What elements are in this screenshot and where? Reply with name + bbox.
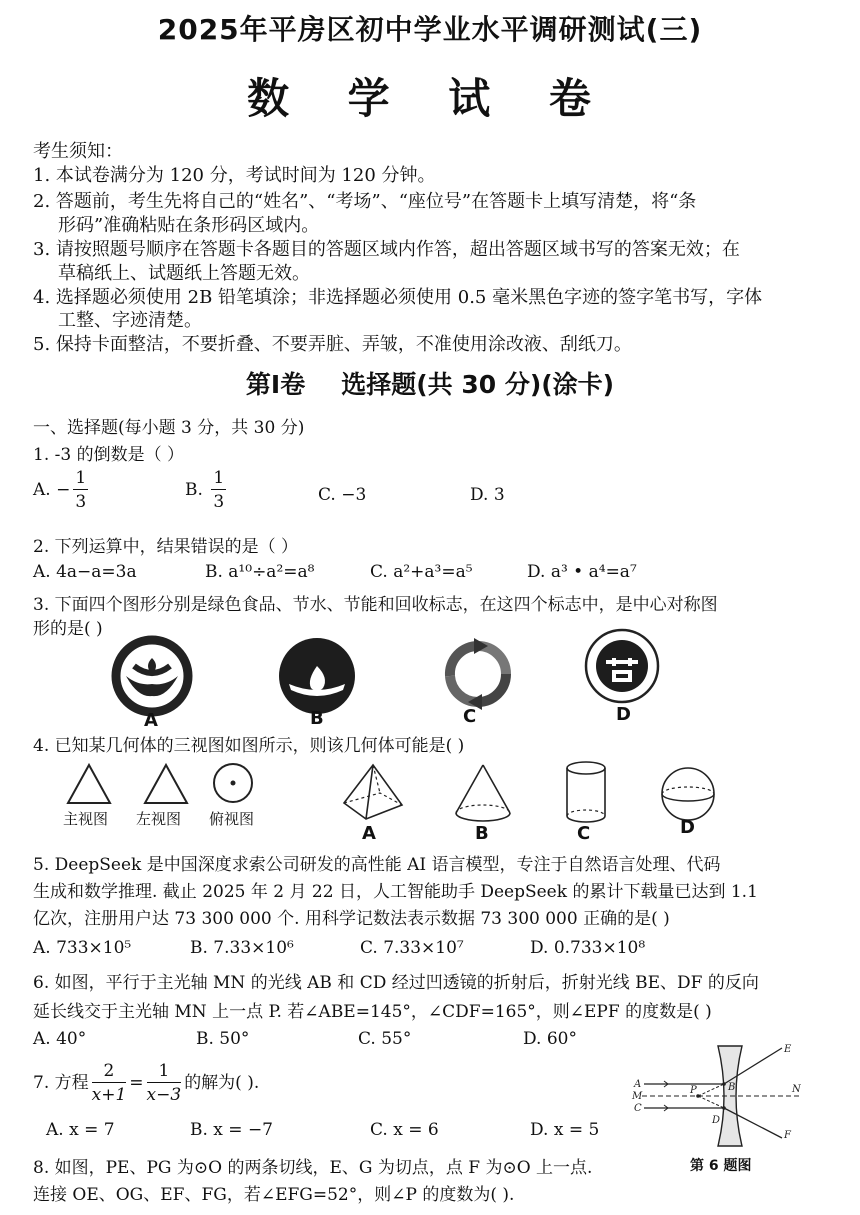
q3-stem: 形的是( ) [33,619,103,639]
q5-option-a: A. 733×10⁵ [33,938,132,958]
green-food-logo-icon [112,636,192,716]
fig6-label-e: E [784,1044,792,1055]
q3-label-c: C [463,706,477,727]
q1-option-a: A. − $\frac{1}{3}$ [33,468,87,512]
q2-option-d: D. a³ • a⁴=a⁷ [527,562,637,582]
fig6-label-n: N [792,1084,801,1095]
q8-stem: 连接 OE、OG、EF、FG，若∠EFG=52°，则∠P 的度数为( ). [33,1185,515,1205]
fig6-label-d: D [712,1115,721,1126]
q3-stem: 3. 下面四个图形分别是绿色食品、节水、节能和回收标志，在这四个标志中，是中心对称图 [33,595,718,615]
q7-stem: 7. 方程 $\frac{2}{x+1}$ = $\frac{1}{x-3}$ 的解为( ). [33,1061,260,1105]
fig6-caption: 第 6 题图 [690,1158,752,1174]
note-line: 5. 保持卡面整洁，不要折叠、不要弄脏、弄皱，不准使用涂改液、刮纸刀。 [33,334,632,355]
q5-option-d: D. 0.733×10⁸ [530,938,646,958]
q6-stem: 延长线交于主光轴 MN 上一点 P. 若∠ABE=145°，∠CDF=165°，则∠EPF 的度数是( ) [33,1002,712,1022]
front-view-triangle-icon [66,763,112,805]
note-line: 3. 请按照题号顺序在答题卡各题目的答题区域内作答，超出答题区域书写的答案无效；在 [33,239,740,260]
side-view-triangle-icon [143,763,189,805]
q7-option-a: A. x = 7 [46,1120,115,1140]
q3-label-a: A [144,710,158,731]
water-saving-logo-icon [277,636,357,716]
fig6-label-m: M [632,1091,643,1102]
notes-heading: 考生须知： [33,141,123,162]
q5-stem: 亿次，注册用户达 73 300 000 个. 用科学记数法表示数据 73 300 000 正确的是( ) [33,909,670,929]
q4-label-a: A [362,823,376,844]
fig6-label-c: C [634,1103,642,1114]
sphere-icon [660,766,716,822]
section-heading [0,365,860,401]
part1-heading: 一、选择题(每小题 3 分，共 30 分) [33,418,305,438]
q5-option-b: B. 7.33×10⁶ [190,938,294,958]
lens-figure [632,1040,802,1148]
q2-option-c: C. a²+a³=a⁵ [370,562,473,582]
note-line: 4. 选择题必须使用 2B 铅笔填涂；非选择题必须使用 0.5 毫米黑色字迹的签字笔书写，字体 [33,287,763,308]
q3-label-d: D [616,704,631,725]
top-view-circle-dot-icon [212,762,254,804]
cylinder-icon [564,760,608,826]
q7-option-d: D. x = 5 [530,1120,600,1140]
recycle-arrows-icon [440,636,516,712]
note-line: 2. 答题前，考生先将自己的“姓名”、“考场”、“座位号”在答题卡上填写清楚，将“条 [33,191,697,212]
note-line: 草稿纸上、试题纸上答题无效。 [58,263,310,284]
fig6-label-f: F [784,1130,791,1141]
view-caption-side: 左视图 [136,810,182,828]
q1-option-d: D. 3 [470,485,505,505]
view-caption-front: 主视图 [63,810,109,828]
q5-stem: 生成和数学推理. 截止 2025 年 2 月 22 日，人工智能助手 DeepSeek 的累计下载量已达到 1.1 [33,882,758,902]
subject-title: 数 学 试 卷 [247,74,613,123]
q6-stem: 6. 如图，平行于主光轴 MN 的光线 AB 和 CD 经过凹透镜的折射后，折射光线 BE、DF 的反向 [33,973,759,993]
fig6-label-b: B [728,1082,736,1093]
q7-option-b: B. x = −7 [190,1120,273,1140]
view-caption-top: 俯视图 [209,810,255,828]
q8-stem: 8. 如图，PE、PG 为⊙O 的两条切线，E、G 为切点，点 F 为⊙O 上一点. [33,1158,593,1178]
section-part: 第Ⅰ卷 [245,370,306,399]
q2-option-b: B. a¹⁰÷a²=a⁸ [205,562,315,582]
cone-icon [452,763,514,825]
energy-saving-logo-icon [584,628,660,704]
q6-option-b: B. 50° [196,1029,250,1049]
q2-stem: 2. 下列运算中，结果错误的是（ ） [33,537,299,557]
q4-label-b: B [475,823,489,844]
q6-option-c: C. 55° [358,1029,412,1049]
q1-stem: 1. -3 的倒数是（ ） [33,445,184,465]
q5-stem: 5. DeepSeek 是中国深度求索公司研发的高性能 AI 语言模型，专注于自然语言处理、代码 [33,855,721,875]
q1-option-c: C. −3 [318,485,367,505]
note-line: 1. 本试卷满分为 120 分，考试时间为 120 分钟。 [33,165,436,186]
q2-option-a: A. 4a−a=3a [33,562,137,582]
pyramid-icon [340,763,406,823]
q6-option-d: D. 60° [523,1029,577,1049]
fig6-label-a: A [634,1079,642,1090]
exam-title: 2025年平房区初中学业水平调研测试(三) [157,13,703,46]
q7-option-c: C. x = 6 [370,1120,439,1140]
q5-option-c: C. 7.33×10⁷ [360,938,464,958]
q3-label-b: B [310,708,324,729]
note-line: 工整、字迹清楚。 [58,310,202,331]
q1-option-b: B. $\frac{1}{3}$ [185,468,225,512]
q4-label-c: C [577,823,591,844]
note-line: 形码”准确粘贴在条形码区域内。 [58,215,320,236]
q4-stem: 4. 已知某几何体的三视图如图所示，则该几何体可能是( ) [33,736,465,756]
q6-option-a: A. 40° [33,1029,87,1049]
q4-label-d: D [680,817,695,838]
fig6-label-p: P [690,1085,697,1096]
section-title: 选择题(共 30 分)(涂卡) [341,370,615,399]
